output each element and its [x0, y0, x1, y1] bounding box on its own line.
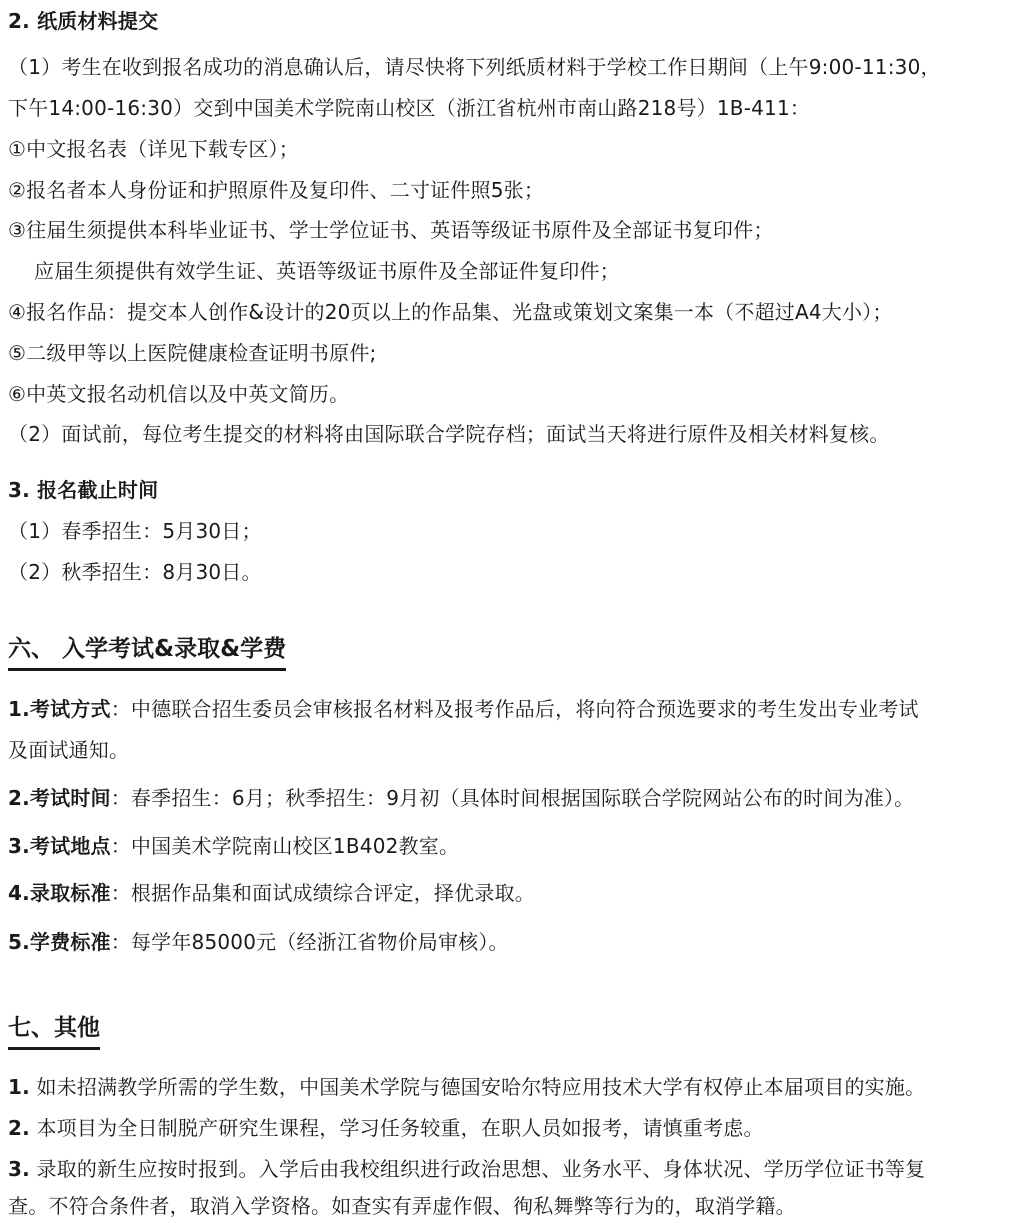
- materials-item-6: ⑥中英文报名动机信以及中英文简历。: [8, 382, 350, 406]
- materials-item-1: ①中文报名表（详见下载专区）；: [8, 137, 299, 161]
- other-item-1-text: 如未招满教学所需的学生数，中国美术学院与德国安哈尔特应用技术大学有权停止本届项目的实施。: [29, 1075, 926, 1099]
- other-item-1-number: 1.: [8, 1075, 30, 1099]
- other-item-2-number: 2.: [8, 1116, 30, 1140]
- materials-intro-line-1: （1）考生在收到报名成功的消息确认后，请尽快将下列纸质材料于学校工作日期间（上午9:00-11:30，: [8, 55, 941, 79]
- materials-intro-line-2: 下午14:00-16:30）交到中国美术学院南山校区（浙江省杭州市南山路218号）1B-411：: [8, 96, 811, 120]
- materials-item-4: ④报名作品：提交本人创作&设计的20页以上的作品集、光盘或策划文案集一本（不超过A4大小）；: [8, 300, 893, 324]
- section-six-heading: 六、 入学考试&录取&学费: [8, 634, 286, 671]
- exam-location-text: ：中国美术学院南山校区1B402教室。: [110, 834, 460, 858]
- materials-item-5: ⑤二级甲等以上医院健康检查证明书原件;: [8, 341, 377, 365]
- admission-criteria-label: 4.录取标准: [8, 881, 111, 905]
- materials-item-3-continued: 应届生须提供有效学生证、英语等级证书原件及全部证件复印件；: [34, 259, 620, 283]
- admission-criteria-line: [8, 880, 1020, 906]
- sub-heading-materials: 2. 纸质材料提交: [8, 9, 159, 33]
- deadline-spring: （1）春季招生：5月30日；: [8, 519, 262, 543]
- exam-method-text: ：中德联合招生委员会审核报名材料及报考作品后，将向符合预选要求的考生发出专业考试: [110, 697, 919, 721]
- exam-time-label: 2.考试时间: [8, 786, 111, 810]
- tuition-line: [8, 929, 1020, 955]
- materials-item-3: ③往届生须提供本科毕业证书、学士学位证书、英语等级证书原件及全部证书复印件；: [8, 218, 774, 242]
- deadline-autumn: （2）秋季招生：8月30日。: [8, 560, 262, 584]
- tuition-label: 5.学费标准: [8, 930, 111, 954]
- exam-location-label: 3.考试地点: [8, 834, 111, 858]
- other-item-2-text: 本项目为全日制脱产研究生课程，学习任务较重，在职人员如报考，请慎重考虑。: [29, 1116, 764, 1140]
- exam-method-label: 1.考试方式: [8, 697, 111, 721]
- other-item-3-text: 录取的新生应按时报到。入学后由我校组织进行政治思想、业务水平、身体状况、学历学位证书等复: [29, 1157, 926, 1181]
- exam-method-line: [8, 696, 1020, 722]
- materials-item-2: ②报名者本人身份证和护照原件及复印件、二寸证件照5张；: [8, 178, 545, 202]
- admission-criteria-text: ：根据作品集和面试成绩综合评定，择优录取。: [110, 881, 535, 905]
- other-item-1: [8, 1074, 1020, 1100]
- materials-note-2: （2）面试前，每位考生提交的材料将由国际联合学院存档；面试当天将进行原件及相关材料复核。: [8, 422, 890, 446]
- other-item-3-number: 3.: [8, 1157, 30, 1181]
- exam-time-text: ：春季招生：6月；秋季招生：9月初（具体时间根据国际联合学院网站公布的时间为准）。: [110, 786, 915, 810]
- section-seven-heading: 七、其他: [8, 1013, 100, 1050]
- tuition-text: ：每学年85000元（经浙江省物价局审核）。: [110, 930, 509, 954]
- sub-heading-deadline: 3. 报名截止时间: [8, 478, 159, 502]
- exam-location-line: [8, 833, 1020, 859]
- other-item-2: [8, 1115, 1020, 1141]
- other-item-3: [8, 1156, 1020, 1182]
- exam-time-line: [8, 785, 1020, 811]
- exam-method-continued: 及面试通知。: [8, 738, 130, 762]
- other-item-3-continued: 查。不符合条件者，取消入学资格。如查实有弄虚作假、徇私舞弊等行为的，取消学籍。: [8, 1194, 796, 1218]
